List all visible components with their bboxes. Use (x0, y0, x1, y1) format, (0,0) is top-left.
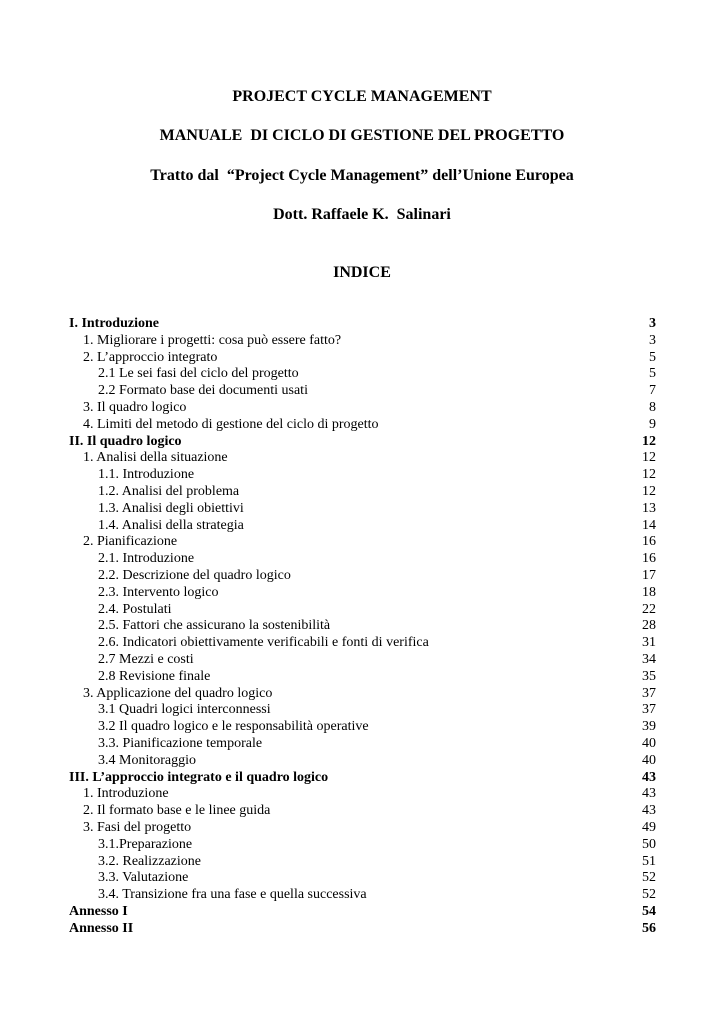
toc-entry-page-number: 50 (642, 836, 656, 852)
toc-entry-page-number: 54 (642, 903, 656, 919)
toc-entry-page-number: 39 (642, 719, 656, 735)
toc-entry (69, 870, 656, 887)
toc-entry-page-number: 12 (642, 467, 656, 483)
toc-entry-label: 2. Pianificazione (83, 534, 178, 550)
toc-entry-page-number: 43 (642, 786, 656, 802)
toc-entry (69, 484, 656, 501)
toc-entry-page-number: 31 (642, 635, 656, 651)
toc-entry (69, 736, 656, 753)
toc-entry (69, 518, 656, 535)
toc-entry-page-number: 8 (649, 399, 656, 415)
toc-entry-page-number: 9 (649, 416, 656, 432)
toc-entry (69, 534, 656, 551)
toc-entry-label: 2.5. Fattori che assicurano la sostenibilità (98, 618, 331, 634)
document-title: PROJECT CYCLE MANAGEMENT (232, 88, 492, 105)
toc-entry-page-number: 12 (642, 450, 656, 466)
toc-entry (69, 820, 656, 837)
toc-entry-label: 2.4. Postulati (98, 601, 172, 617)
toc-entry-label: 2.7 Mezzi e costi (98, 651, 194, 667)
toc-entry-page-number: 3 (649, 316, 656, 331)
toc-entry-page-number: 43 (642, 769, 656, 785)
toc-entry-label: 3.3. Pianificazione temporale (98, 735, 263, 751)
toc-entry-page-number: 14 (642, 517, 656, 533)
toc-entry-label: 4. Limiti del metodo di gestione del ciclo di progetto (83, 416, 379, 432)
toc-entry-label: 2.6. Indicatori obiettivamente verificabili e fonti di verifica (98, 635, 429, 651)
document-subtitle: MANUALE DI CICLO DI GESTIONE DEL PROGETTO (159, 127, 565, 144)
toc-entry-page-number: 18 (642, 584, 656, 600)
toc-entry (69, 400, 656, 417)
toc-entry-label: 3.2. Realizzazione (98, 853, 202, 869)
toc-entry-label: 2.1 Le sei fasi del ciclo del progetto (98, 366, 299, 382)
document-author: Dott. Raffaele K. Salinari (273, 206, 451, 223)
toc-entry (69, 837, 656, 854)
toc-entry (69, 366, 656, 383)
toc-entry-label: I. Introduzione (69, 316, 159, 331)
toc-entry-label: 3. Il quadro logico (83, 399, 187, 415)
toc-entry-page-number: 3 (649, 332, 656, 348)
toc-entry (69, 585, 656, 602)
document-source: Tratto dal “Project Cycle Management” dell’Unione Europea (150, 167, 574, 184)
toc-entry-page-number: 37 (642, 702, 656, 718)
toc-entry (69, 854, 656, 871)
toc-entry-label: Annesso I (69, 903, 128, 919)
table-of-contents (69, 316, 656, 937)
toc-entry-page-number: 12 (642, 433, 656, 449)
toc-entry (69, 753, 656, 770)
toc-entry-label: 1. Introduzione (83, 786, 169, 802)
toc-entry (69, 568, 656, 585)
toc-entry-page-number: 12 (642, 483, 656, 499)
toc-entry-page-number: 52 (642, 887, 656, 903)
toc-entry-page-number: 40 (642, 735, 656, 751)
toc-entry-label: 2.2. Descrizione del quadro logico (98, 567, 291, 583)
toc-entry-page-number: 37 (642, 685, 656, 701)
toc-entry-page-number: 22 (642, 601, 656, 617)
toc-entry (69, 719, 656, 736)
index-title: INDICE (333, 264, 391, 281)
toc-entry (69, 803, 656, 820)
toc-entry-page-number: 5 (649, 349, 656, 365)
toc-entry-label: 3.2 Il quadro logico e le responsabilità operative (98, 719, 369, 735)
toc-entry-page-number: 51 (642, 853, 656, 869)
toc-entry-label: 3.4. Transizione fra una fase e quella successiva (98, 887, 367, 903)
toc-entry-page-number: 43 (642, 803, 656, 819)
toc-entry (69, 450, 656, 467)
toc-entry-label: III. L’approccio integrato e il quadro logico (69, 769, 329, 785)
toc-entry-label: 2.8 Revisione finale (98, 668, 211, 684)
toc-entry (69, 702, 656, 719)
toc-entry (69, 316, 656, 333)
toc-entry (69, 770, 656, 787)
toc-entry-label: 3.1.Preparazione (98, 836, 193, 852)
toc-entry (69, 669, 656, 686)
toc-entry (69, 618, 656, 635)
toc-entry (69, 887, 656, 904)
toc-entry (69, 417, 656, 434)
toc-entry-label: 3. Applicazione del quadro logico (83, 685, 273, 701)
toc-entry-page-number: 35 (642, 668, 656, 684)
toc-entry-page-number: 49 (642, 819, 656, 835)
toc-entry-label: 1.2. Analisi del problema (98, 483, 240, 499)
toc-entry (69, 467, 656, 484)
toc-entry-page-number: 28 (642, 618, 656, 634)
toc-entry (69, 904, 656, 921)
toc-entry-page-number: 5 (649, 366, 656, 382)
toc-entry (69, 350, 656, 367)
toc-entry (69, 501, 656, 518)
toc-entry (69, 635, 656, 652)
toc-entry-page-number: 56 (642, 920, 656, 936)
toc-entry-page-number: 17 (642, 567, 656, 583)
toc-entry-page-number: 40 (642, 752, 656, 768)
toc-entry (69, 652, 656, 669)
toc-entry-label: 3.4 Monitoraggio (98, 752, 196, 768)
toc-entry-label: 2.2 Formato base dei documenti usati (98, 383, 308, 399)
toc-entry (69, 434, 656, 451)
toc-entry (69, 551, 656, 568)
toc-entry-label: 1. Analisi della situazione (83, 450, 228, 466)
toc-entry-label: 3.3. Valutazione (98, 870, 189, 886)
toc-entry-label: 2. Il formato base e le linee guida (83, 803, 271, 819)
toc-entry-page-number: 16 (642, 551, 656, 567)
toc-entry-page-number: 13 (642, 500, 656, 516)
toc-entry (69, 686, 656, 703)
toc-entry-label: 2. L’approccio integrato (83, 349, 218, 365)
toc-entry (69, 383, 656, 400)
toc-entry-label: 1.1. Introduzione (98, 467, 195, 483)
toc-entry-label: 1.3. Analisi degli obiettivi (98, 500, 244, 516)
toc-entry (69, 786, 656, 803)
toc-entry-label: 1.4. Analisi della strategia (98, 517, 244, 533)
toc-entry-label: 3.1 Quadri logici interconnessi (98, 702, 271, 718)
toc-entry-label: Annesso II (69, 920, 134, 936)
toc-entry-label: II. Il quadro logico (69, 433, 182, 449)
toc-entry-label: 2.3. Intervento logico (98, 584, 219, 600)
toc-entry-label: 3. Fasi del progetto (83, 819, 192, 835)
toc-entry-label: 2.1. Introduzione (98, 551, 195, 567)
toc-entry (69, 333, 656, 350)
toc-entry-page-number: 52 (642, 870, 656, 886)
toc-entry-page-number: 34 (642, 651, 656, 667)
toc-entry-page-number: 7 (649, 383, 656, 399)
toc-entry-label: 1. Migliorare i progetti: cosa può essere fatto? (83, 332, 342, 348)
toc-entry (69, 921, 656, 938)
toc-entry (69, 602, 656, 619)
toc-entry-page-number: 16 (642, 534, 656, 550)
